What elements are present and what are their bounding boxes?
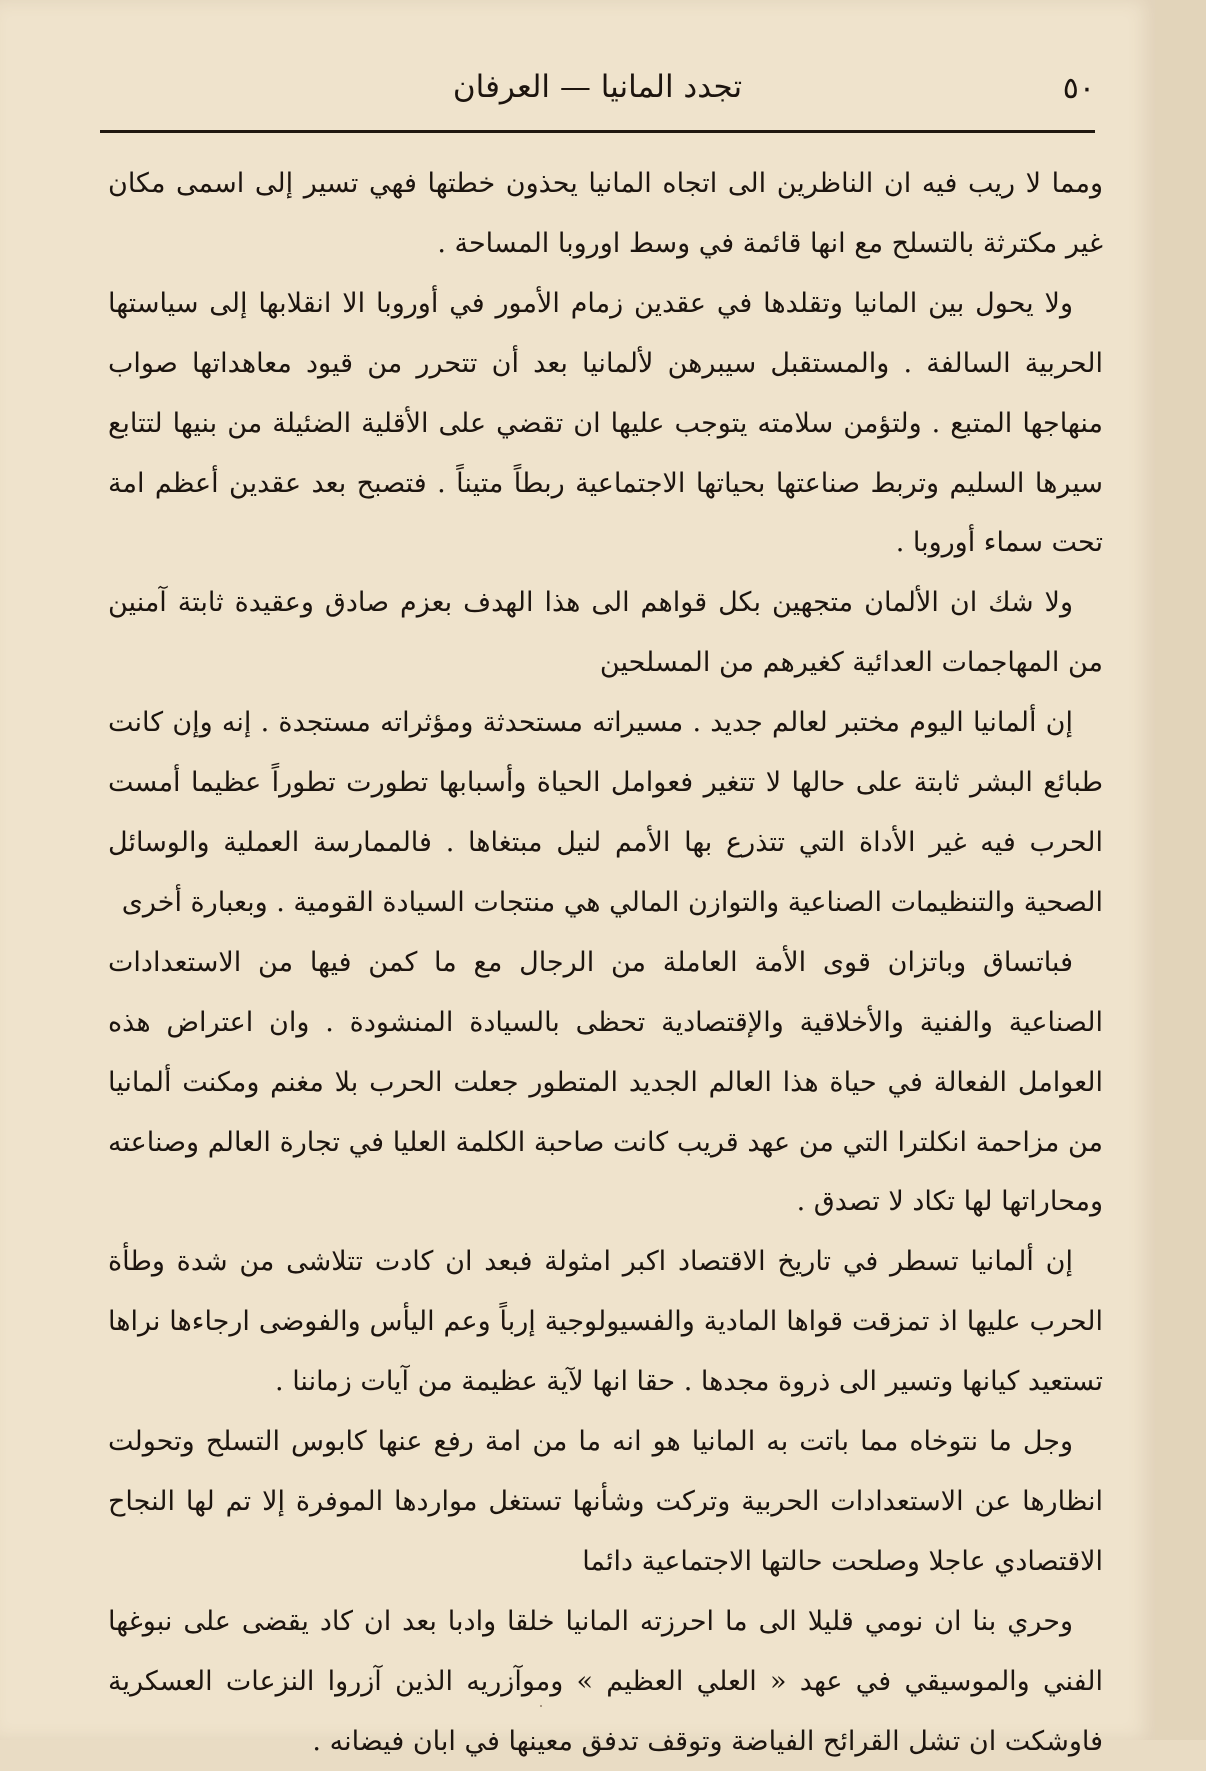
header-rule <box>100 130 1095 133</box>
page-header <box>100 65 1095 125</box>
paragraph: ولا يحول بين المانيا وتقلدها في عقدين زمام الأمور في أوروبا الا انقلابها إلى سياستها الحربية السالفة . والمستقبل سيبرهن لألمانيا بعد أن تتحرر من قيود معاهداتها صواب منهاجها المتبع . ولتؤمن سلامته يتوجب عليها ان تقضي على الأقلية الضئيلة من بنيها لتتابع سيرها السليم وتربط صناعتها بحياتها الاجتماعية ربطاً متيناً . فتصبح بعد عقدين أعظم امة تحت سماء أوروبا . <box>108 287 1103 559</box>
paragraph: وجل ما نتوخاه مما باتت به المانيا هو انه ما من امة رفع عنها كابوس التسلح وتحولت انظارها عن الاستعدادات الحربية وتركت وشأنها تستغل مواردها الموفرة إلا تم لها النجاح الاقتصادي عاجلا وصلحت حالتها الاجتماعية دائما <box>108 1426 1103 1577</box>
running-title: تجدد المانيا — العرفان <box>452 69 743 105</box>
article-body <box>108 154 1103 1757</box>
page-number: ٥٠ <box>1062 71 1095 106</box>
paragraph: ومما لا ريب فيه ان الناظرين الى اتجاه المانيا يحذون خطتها فهي تسير إلى اسمى مكان غير مكترثة بالتسلح مع انها قائمة في وسط اوروبا المساحة . <box>108 168 1103 259</box>
paragraph: فباتساق وباتزان قوى الأمة العاملة من الرجال مع ما كمن فيها من الاستعدادات الصناعية والفنية والأخلاقية والإقتصادية تحظى بالسيادة المنشودة . وان اعتراض هذه العوامل الفعالة في حياة هذا العالم الجديد المتطور جعلت الحرب بلا مغنم ومكنت ألمانيا من مزاحمة انكلترا التي من عهد قريب كانت صاحبة الكلمة العليا في تجارة العالم وصناعته ومحاراتها لها تكاد لا تصدق . <box>108 946 1103 1218</box>
paragraph: إن ألمانيا تسطر في تاريخ الاقتصاد اكبر امثولة فبعد ان كادت تتلاشى من شدة وطأة الحرب عليها اذ تمزقت قواها المادية والفسيولوجية إرباً وعم اليأس والفوضى ارجاءها نراها تستعيد كيانها وتسير الى ذروة مجدها . حقا انها لآية عظيمة من آيات زماننا . <box>108 1246 1103 1398</box>
page-edge <box>1155 0 1206 1740</box>
paragraph: ولا شك ان الألمان متجهين بكل قواهم الى هذا الهدف بعزم صادق وعقيدة ثابتة آمنين من المهاجمات العدائية كغيرهم من المسلحين <box>108 587 1103 679</box>
paragraph: إن ألمانيا اليوم مختبر لعالم جديد . مسيراته مستحدثة ومؤثراته مستجدة . إنه وإن كانت طبائع البشر ثابتة على حالها لا تتغير فعوامل الحياة وأسبابها تطورت تطوراً عظيما أمست الحرب فيه غير الأداة التي تتذرع بها الأمم لنيل مبتغاها . فالممارسة العملية والوسائل الصحية والتنظيمات الصناعية والتوازن المالي هي منتجات السيادة القومية . وبعبارة أخرى <box>108 707 1103 918</box>
paragraph: وحري بنا ان نومي قليلا الى ما احرزته المانيا خلقا وادبا بعد ان كاد يقضى على نبوغها الفني والموسيقي في عهد « العلي العظيم » وموآزريه الذين آزروا النزعات العسكرية فاوشكت ان تشل القرائح الفياضة وتوقف تدفق معينها في ابان فيضانه . <box>108 1605 1103 1757</box>
paper-mark <box>540 1705 542 1707</box>
